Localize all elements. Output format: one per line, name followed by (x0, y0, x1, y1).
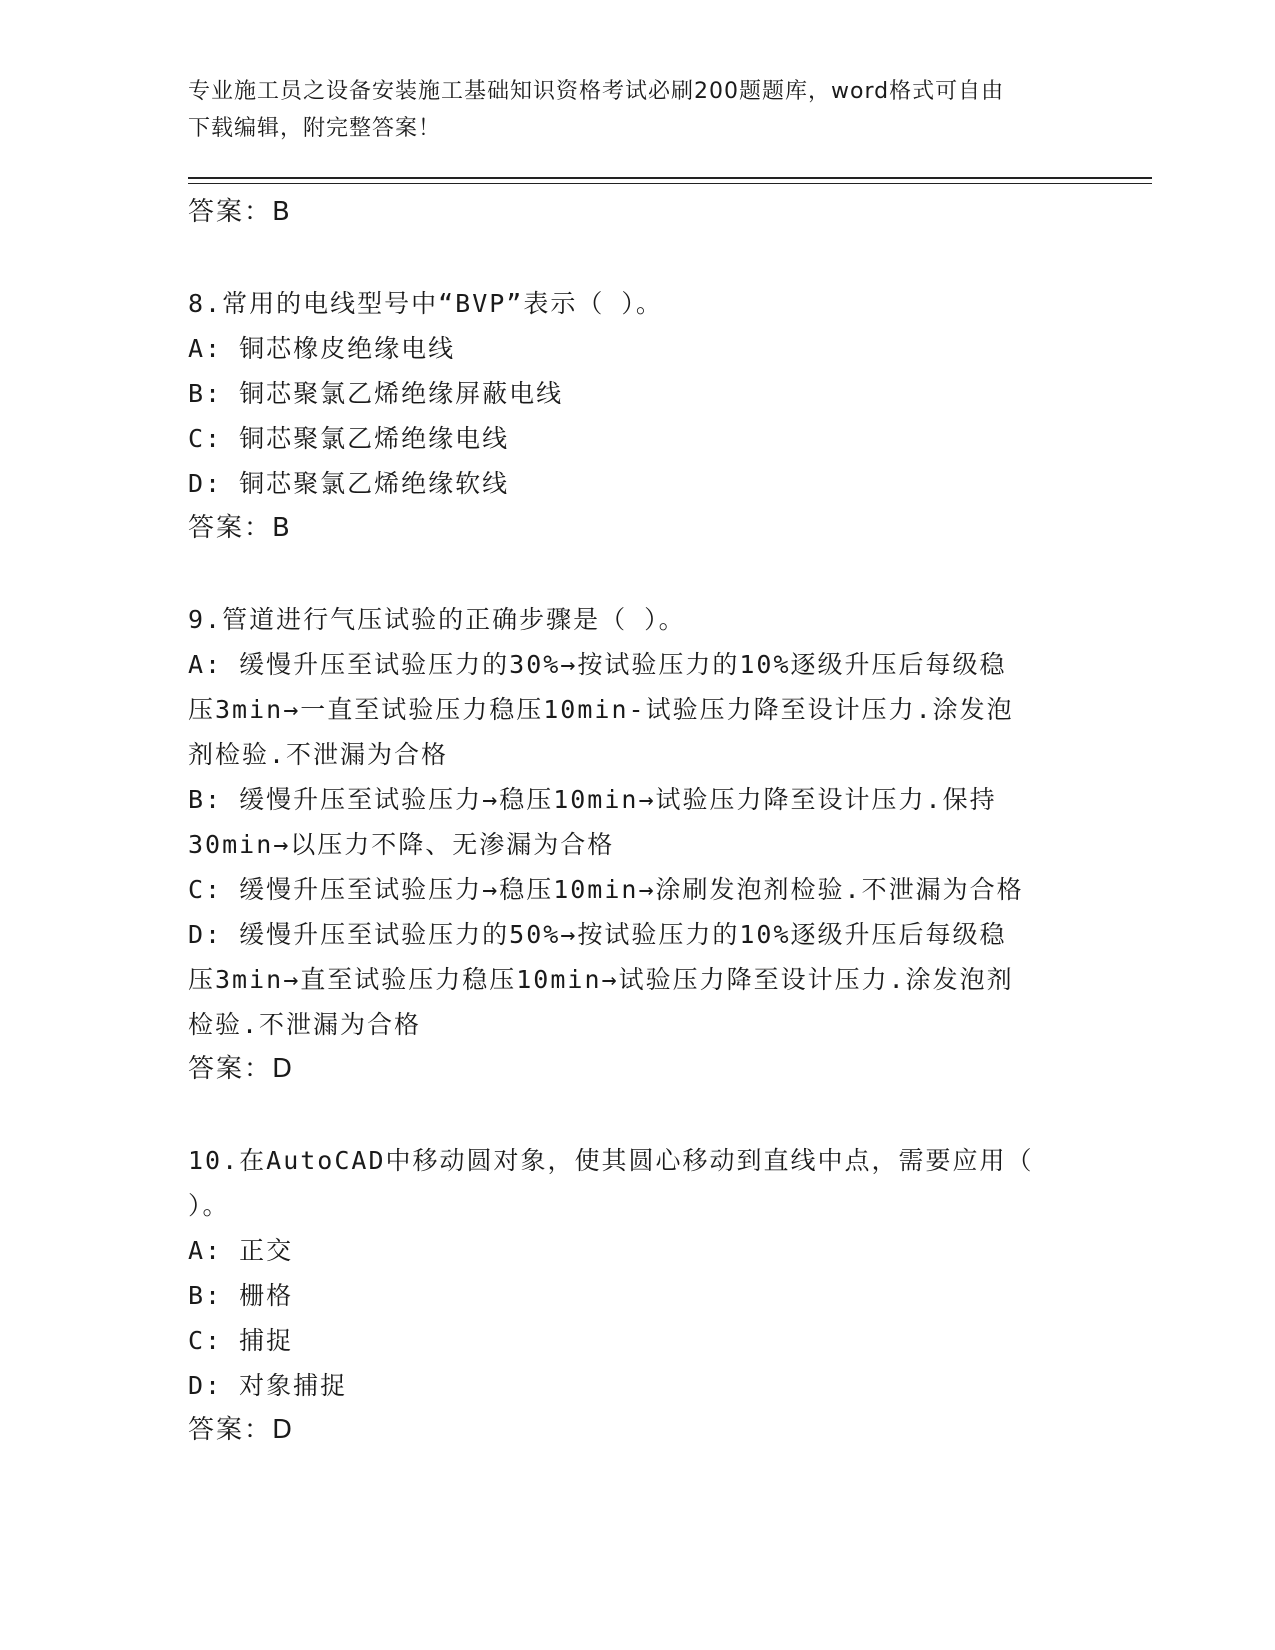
question-content (188, 190, 1088, 1453)
question-stem: 10.在AutoCAD中移动圆对象，使其圆心移动到直线中点，需要应用（ (188, 1146, 1034, 1175)
option-line: B: 铜芯聚氯乙烯绝缘屏蔽电线 (188, 379, 564, 408)
spacer (188, 551, 1088, 597)
option-line: D: 缓慢升压至试验压力的50%→按试验压力的10%逐级升压后每级稳 (188, 920, 1007, 949)
header-divider (188, 177, 1152, 179)
question-stem: 9.管道进行气压试验的正确步骤是（ ）。 (188, 605, 686, 634)
option-line: 压3min→一直至试验压力稳压10min-试验压力降至设计压力.涂发泡 (188, 695, 1014, 724)
previous-answer: 答案：B (188, 197, 292, 227)
question-block (188, 1138, 1088, 1453)
question-list (188, 281, 1088, 1453)
option-line: C: 铜芯聚氯乙烯绝缘电线 (188, 424, 510, 453)
question-stem: ）。 (188, 1191, 230, 1220)
answer-label: 答案：D (188, 1054, 295, 1084)
option-line: D: 对象捕捉 (188, 1371, 348, 1400)
question-block (188, 597, 1088, 1138)
answer-label: 答案：D (188, 1415, 295, 1445)
option-line: A: 铜芯橡皮绝缘电线 (188, 334, 456, 363)
option-line: 压3min→直至试验压力稳压10min→试验压力降至设计压力.涂发泡剂 (188, 965, 1014, 994)
option-line: A: 缓慢升压至试验压力的30%→按试验压力的10%逐级升压后每级稳 (188, 650, 1007, 679)
option-line: D: 铜芯聚氯乙烯绝缘软线 (188, 469, 510, 498)
option-line: 剂检验.不泄漏为合格 (188, 740, 449, 769)
spacer (188, 1092, 1088, 1138)
option-line: C: 捕捉 (188, 1326, 294, 1355)
header-line-2: 下载编辑，附完整答案！ (188, 116, 442, 141)
option-line: C: 缓慢升压至试验压力→稳压10min→涂刷发泡剂检验.不泄漏为合格 (188, 875, 1024, 904)
answer-label: 答案：B (188, 513, 292, 543)
question-stem: 8.常用的电线型号中“BVP”表示（ ）。 (188, 289, 663, 318)
option-line: 30min→以压力不降、无渗漏为合格 (188, 830, 615, 859)
option-line: B: 栅格 (188, 1281, 294, 1310)
header-divider-thin (188, 183, 1152, 184)
document-header (188, 73, 1068, 147)
option-line: 检验.不泄漏为合格 (188, 1010, 422, 1039)
spacer (188, 235, 1088, 281)
question-block (188, 281, 1088, 597)
option-line: A: 正交 (188, 1236, 294, 1265)
header-line-1: 专业施工员之设备安装施工基础知识资格考试必刷200题题库，word格式可自由 (188, 79, 1005, 104)
option-line: B: 缓慢升压至试验压力→稳压10min→试验压力降至设计压力.保持 (188, 785, 997, 814)
